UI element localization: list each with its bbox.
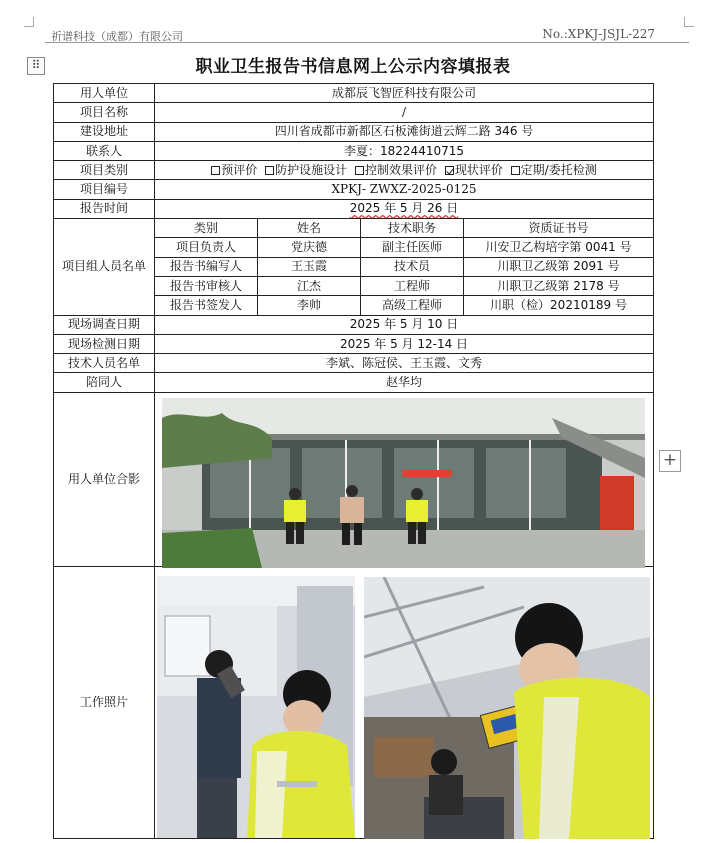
address-value[interactable]: 四川省成都市新都区石板滩街道云辉二路 346 号	[155, 122, 654, 141]
team-role[interactable]: 报告书审核人	[155, 276, 258, 295]
header-rule	[45, 42, 689, 43]
row-test-date	[54, 334, 654, 353]
row-escort	[54, 373, 654, 392]
tech-staff-label: 技术人员名单	[54, 354, 155, 373]
work-photo-1[interactable]	[157, 576, 355, 838]
team-name[interactable]: 李帅	[258, 296, 361, 315]
team-certificate[interactable]: 川职卫乙级第 2178 号	[464, 276, 654, 295]
escort-label: 陪同人	[54, 373, 155, 392]
row-address	[54, 122, 654, 141]
header-doc-number: No.:XPKJ-JSJL-227	[542, 27, 655, 41]
report-date-label: 报告时间	[54, 199, 155, 218]
row-report-date	[54, 199, 654, 218]
work-photo-1-image	[157, 576, 355, 838]
category-option-protection-design[interactable]: 防护设施设计	[265, 163, 347, 177]
report-date-cell[interactable]	[155, 199, 654, 218]
project-name-label: 项目名称	[54, 103, 155, 122]
address-label: 建设地址	[54, 122, 155, 141]
row-category	[54, 161, 654, 180]
checkbox-icon[interactable]	[265, 166, 274, 175]
project-name-value[interactable]: /	[155, 103, 654, 122]
work-photo-2[interactable]	[364, 577, 650, 839]
page-title: 职业卫生报告书信息网上公示内容填报表	[195, 57, 511, 77]
team-header-title: 技术职务	[361, 219, 464, 238]
team-label: 项目组人员名单	[54, 219, 155, 315]
checkbox-checked-icon[interactable]	[445, 166, 454, 175]
team-certificate[interactable]: 川职（检）20210189 号	[464, 296, 654, 315]
team-role[interactable]: 报告书签发人	[155, 296, 258, 315]
team-title[interactable]: 副主任医师	[361, 238, 464, 257]
team-certificate[interactable]: 川安卫乙构培字第 0041 号	[464, 238, 654, 257]
escort-value[interactable]: 赵华均	[155, 373, 654, 392]
row-contact	[54, 141, 654, 160]
report-date-value: 2025 年 5 月 26 日	[349, 201, 459, 216]
team-title[interactable]: 工程师	[361, 276, 464, 295]
group-photo[interactable]	[162, 398, 645, 568]
category-options	[155, 161, 654, 180]
row-project-number	[54, 180, 654, 199]
team-header-row	[54, 219, 654, 238]
work-photo-label: 工作照片	[54, 566, 155, 838]
group-photo-label: 用人单位合影	[54, 392, 155, 566]
team-title[interactable]: 高级工程师	[361, 296, 464, 315]
group-photo-image	[162, 398, 645, 568]
tech-staff-value[interactable]: 李斌、陈冠侯、王玉霞、文秀	[155, 354, 654, 373]
checkbox-icon[interactable]	[355, 166, 364, 175]
team-header-role: 类别	[155, 219, 258, 238]
test-date-label: 现场检测日期	[54, 334, 155, 353]
table-move-handle-icon[interactable]: ⠿	[27, 57, 45, 75]
survey-date-value[interactable]: 2025 年 5 月 10 日	[155, 315, 654, 334]
row-employer	[54, 84, 654, 103]
team-role[interactable]: 项目负责人	[155, 238, 258, 257]
header-company: 祈谱科技（成都）有限公司	[51, 30, 183, 43]
add-row-plus-icon[interactable]: +	[659, 450, 681, 472]
contact-label: 联系人	[54, 141, 155, 160]
checkbox-icon[interactable]	[211, 166, 220, 175]
checkbox-icon[interactable]	[511, 166, 520, 175]
team-header-name: 姓名	[258, 219, 361, 238]
category-option-periodic-testing[interactable]: 定期/委托检测	[511, 163, 597, 177]
crop-mark-top-right	[684, 17, 694, 27]
team-title[interactable]: 技术员	[361, 257, 464, 276]
team-name[interactable]: 江杰	[258, 276, 361, 295]
team-role[interactable]: 报告书编写人	[155, 257, 258, 276]
category-option-status-evaluation[interactable]: 现状评价	[445, 163, 503, 177]
team-header-certificate: 资质证书号	[464, 219, 654, 238]
project-number-label: 项目编号	[54, 180, 155, 199]
crop-mark-top-left	[24, 17, 34, 27]
category-option-pre-evaluation[interactable]: 预评价	[211, 163, 257, 177]
employer-label: 用人单位	[54, 84, 155, 103]
category-option-control-effect[interactable]: 控制效果评价	[355, 163, 437, 177]
row-project-name	[54, 103, 654, 122]
project-number-value[interactable]: XPKJ- ZWXZ-2025-0125	[155, 180, 654, 199]
row-survey-date	[54, 315, 654, 334]
contact-value[interactable]: 李夏：18224410715	[155, 141, 654, 160]
test-date-value[interactable]: 2025 年 5 月 12-14 日	[155, 334, 654, 353]
team-name[interactable]: 党庆德	[258, 238, 361, 257]
category-label: 项目类别	[54, 161, 155, 180]
team-certificate[interactable]: 川职卫乙级第 2091 号	[464, 257, 654, 276]
survey-date-label: 现场调查日期	[54, 315, 155, 334]
employer-value[interactable]: 成都辰飞智匠科技有限公司	[155, 84, 654, 103]
team-name[interactable]: 王玉霞	[258, 257, 361, 276]
row-tech-staff	[54, 354, 654, 373]
work-photo-2-image	[364, 577, 650, 839]
